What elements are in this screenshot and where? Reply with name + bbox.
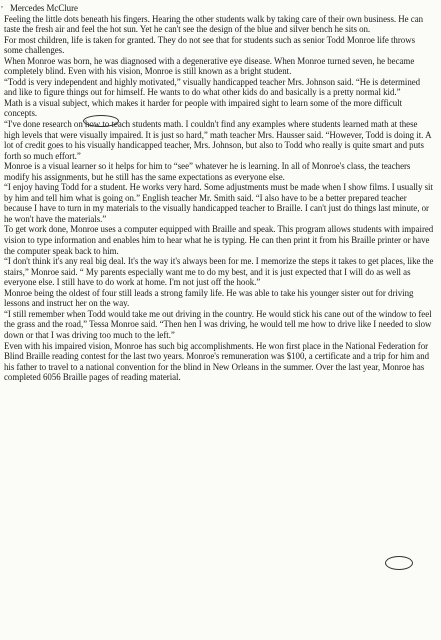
circle-mark: [385, 556, 413, 570]
author-name: Mercedes McClure: [10, 3, 78, 13]
article-body: [4, 14, 435, 383]
paragraph: Monroe being the oldest of four still leads a strong family life. He was able to take his younger sister out for driving lessons and instruct her on the way.: [4, 287, 414, 309]
paragraph: Even with his impaired vision, Monroe has such big accomplishments. He won first place in the National Federation for Blind Braille reading contest for the last two years. Monroe's remuneration was $100, a certificate and a trip for him and his father to travel to a national convention for the blind in New Orleans in the summer. Over the last year, Monroe has completed 6056 Braille pages of reading material.: [4, 340, 430, 383]
paragraph: Math is a visual subject, which makes it harder for people with impaired sight to learn some of the more difficult concepts.: [4, 97, 403, 119]
paragraph: For most children, life is taken for granted. They do not see that for students such as senior Todd Monroe life throws some challenges.: [4, 34, 416, 56]
paragraph: “I've done research on how to teach students math. I couldn't find any examples where students learned math at these high levels that were visually impaired. It is just so hard,” math teacher Mrs. Hausser said. “However, Todd is doing it. A lot of credit goes to his visually handicapped teacher, Mrs. Johnson, but also to Todd who really is quite smart and puts forth so much effort.”: [4, 119, 431, 161]
paragraph: “I still remember when Todd would take me out driving in the country. He would stick his cane out of the window to feel the grass and the road,” Tessa Monroe said. “Then hen I was driving, he would tell me how to drive like I needed to slow down or that I was driving too much to the left.”: [4, 308, 432, 340]
paragraph: When Monroe was born, he was diagnosed with a degenerative eye disease. When Monroe turned seven, he became completely blind. Even with his vision, Monroe is still known as a bright student.: [4, 55, 415, 77]
paragraph: “Todd is very independent and highly motivated,” visually handicapped teacher Mrs. Johnson said. “He is determined and like to figure things out for himself. He wants to do what other kids do and basically is a pretty normal kid.”: [4, 76, 421, 98]
paragraph: “I don't think it's any real big deal. It's the way it's always been for me. I memorize the steps it takes to get places, like the stairs,” Monroe said. “ My parents especially want me to do my best, and it is just expected that I will do as well as everyone else. I still have to do work at home. I'm not just off the hook.”: [4, 256, 434, 288]
paragraph: Monroe is a visual learner so it helps for him to “see” whatever he is learning. In all of Monroe's class, the teachers modify his assignments, but he still has the same expectations as everyone else.: [4, 161, 411, 182]
paragraph: To get work done, Monroe uses a computer equipped with Braille and speak. This program allows students with impaired vision to type information and enables him to hear what he is typing. He can then print it from his Braille printer or have the computer speak back to him.: [4, 224, 434, 256]
paragraph: Feeling the little dots beneath his fingers. Hearing the other students walk by taking care of their own business. He can taste the fresh air and feel the hot sun. Yet he can't see the design of the blue and silver bench he sits on.: [4, 13, 424, 35]
margin-tick-mark: ,: [1, 0, 3, 9]
paragraph: “I enjoy having Todd for a student. He works very hard. Some adjustments must be made when I show films. I usually sit by him and tell him what is going on.” English teacher Mr. Smith said. “I also have to be a better prepared teacher because I have to turn in my materials to the visually handicapped teacher to Braille. I can't just do things last minute, or he won't have the materials.”: [4, 182, 433, 224]
